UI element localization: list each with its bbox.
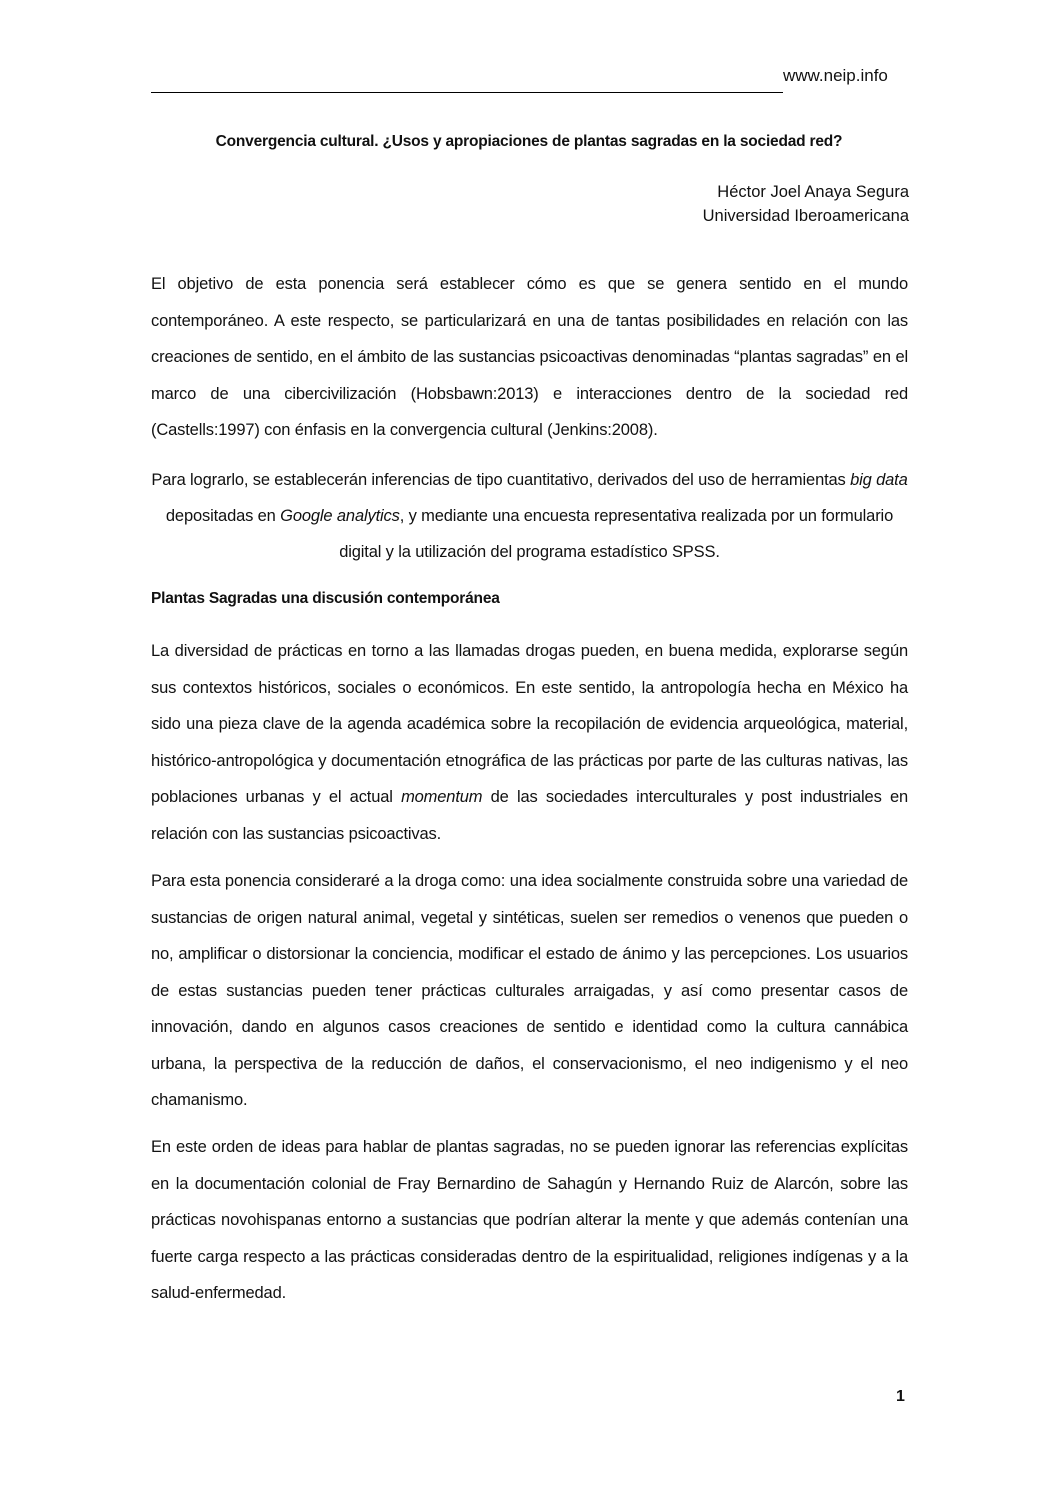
header-rule: [151, 92, 783, 93]
paragraph-method-text-3: , y mediante una encuesta representativa realizada por un formulario digital y la utilización del programa estadístico SPSS.: [339, 507, 894, 561]
paragraph-intro: El objetivo de esta ponencia será establecer cómo es que se genera sentido en el mundo contemporáneo. A este respecto, se particularizará en una de tantas posibilidades en relación con las creaciones de sentido, en el ámbito de las sustancias psicoactivas denominadas “plantas sagradas” en el marco de una cibercivilización (Hobsbawn:2013) e interacciones dentro de la sociedad red (Castells:1997) con énfasis en la convergencia cultural (Jenkins:2008).: [151, 275, 908, 439]
paragraph-diversity-italic: momentum: [401, 788, 483, 806]
paragraph-method-italic-1: big data: [850, 471, 908, 489]
author-block: [703, 180, 909, 228]
paragraph-method-text-1: Para lograrlo, se establecerán inferencias de tipo cuantitativo, derivados del uso de herramientas: [151, 471, 851, 489]
paragraph-diversity: [151, 633, 908, 852]
paragraph-diversity-text-1: La diversidad de prácticas en torno a las llamadas drogas pueden, en buena medida, explorarse según sus contextos históricos, sociales o económicos. En este sentido, la antropología hecha en México ha sido una pieza clave de la agenda académica sobre la recopilación de evidencia arqueológica, material, histórico-antropológica y documentación etnográfica de las prácticas por parte de las culturas nativas, las poblaciones urbanas y el actual: [151, 642, 908, 806]
paragraph-colonial: En este orden de ideas para hablar de plantas sagradas, no se pueden ignorar las referencias explícitas en la documentación colonial de Fray Bernardino de Sahagún y Hernando Ruiz de Alarcón, sobre las prácticas novohispanas entorno a sustancias que podrían alterar la mente y que además contenían una fuerte carga respecto a las prácticas consideradas dentro de la espiritualidad, religiones indígenas y a la salud-enfermedad.: [151, 1138, 908, 1302]
header-url: www.neip.info: [783, 66, 888, 85]
author-affiliation: Universidad Iberoamericana: [702, 207, 909, 225]
paragraph-definition: Para esta ponencia consideraré a la droga como: una idea socialmente construida sobre una variedad de sustancias de origen natural animal, vegetal y sintéticas, suelen ser remedios o venenos que pueden o no, amplificar o distorsionar la conciencia, modificar el estado de ánimo y las percepciones. Los usuarios de estas sustancias pueden tener prácticas culturales arraigadas, y así como presentar casos de innovación, dando en algunos casos creaciones de sentido e identidad como la cultura cannábica urbana, la perspectiva de la reducción de daños, el conservacionismo, el neo indigenismo y el neo chamanismo.: [151, 872, 908, 1109]
paragraph-method-italic-2: Google analytics: [280, 507, 400, 525]
paragraph-diversity-text-2: de las sociedades interculturales y post industriales en relación con las sustancias psicoactivas.: [151, 788, 908, 843]
paragraph-method-text-2: depositadas en: [165, 507, 281, 525]
document-title: Convergencia cultural. ¿Usos y apropiaciones de plantas sagradas en la sociedad red?: [215, 133, 843, 150]
author-name: Héctor Joel Anaya Segura: [717, 183, 909, 201]
page-number: 1: [896, 1388, 905, 1405]
paragraph-method: [151, 462, 908, 570]
section-heading: Plantas Sagradas una discusión contemporánea: [151, 590, 500, 607]
